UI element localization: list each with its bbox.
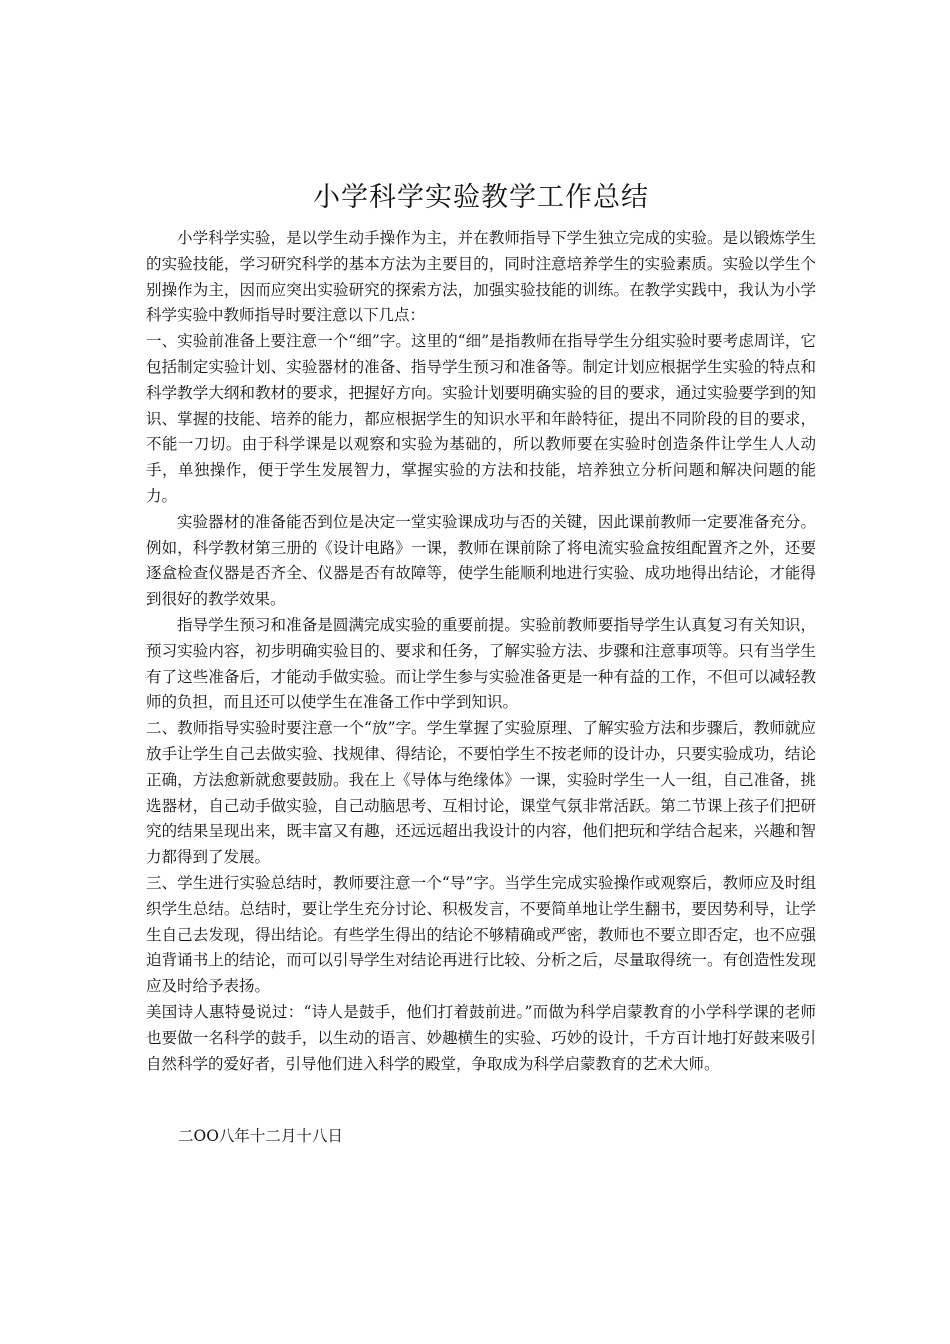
paragraph-section-one: 一、实验前准备上要注意一个“细”字。这里的“细”是指教师在指导学生分组实验时要考虑周详，它包括制定实验计划、实验器材的准备、指导学生预习和准备等。制定计划应根据学生实验的特点和科学教学大纲和教材的要求，把握好方向。实验计划要明确实验的目的要求，通过实验要学到的知识、掌握的技能、培养的能力，都应根据学生的知识水平和年龄特征，提出不同阶段的目的要求，不能一刀切。由于科学课是以观察和实验为基础的，所以教师要在实验时创造条件让学生人人动手，单独操作，便于学生发展智力，掌握实验的方法和技能，培养独立分析问题和解决问题的能力。 [146, 332, 816, 505]
paragraph-intro: 小学科学实验，是以学生动手操作为主，并在教师指导下学生独立完成的实验。是以锻炼学生的实验技能，学习研究科学的基本方法为主要目的，同时注意培养学生的实验素质。实验以学生个别操作为主，因而应突出实验研究的探索方法，加强实验技能的训练。在教学实践中，我认为小学科学实验中教师指导时要注意以下几点： [146, 229, 816, 325]
paragraph-section-three: 三、学生进行实验总结时，教师要注意一个“导”字。当学生完成实验操作或观察后，教师应及时组织学生总结。总结时，要让学生充分讨论、积极发言，不要简单地让学生翻书，要因势利导，让学生自己去发现，得出结论。有些学生得出的结论不够精确或严密，教师也不要立即否定，也不应强迫背诵书上的结论，而可以引导学生对结论再进行比较、分析之后，尽量取得统一。有创造性发现应及时给予表扬。 [146, 873, 816, 996]
paragraph-preview: 指导学生预习和准备是圆满完成实验的重要前提。实验前教师要指导学生认真复习有关知识，预习实验内容，初步明确实验目的、要求和任务，了解实验方法、步骤和注意事项等。只有当学生有了这些准备后，才能动手做实验。而让学生参与实验准备更是一种有益的工作，不但可以减轻教师的负担，而且还可以使学生在准备工作中学到知识。 [146, 615, 816, 712]
paragraph-section-two: 二、教师指导实验时要注意一个“放”字。学生掌握了实验原理、了解实验方法和步骤后，教师就应放手让学生自己去做实验、找规律、得结论，不要怕学生不按老师的设计办，只要实验成功，结论正确，方法愈新就愈要鼓励。我在上《导体与绝缘体》一课，实验时学生一人一组，自己准备，挑选器材，自己动手做实验，自己动脑思考、互相讨论，课堂气氛非常活跃。第二节课上孩子们把研究的结果呈现出来，既丰富又有趣，还远远超出我设计的内容，他们把玩和学结合起来，兴趣和智力都得到了发展。 [146, 719, 816, 867]
paragraph-equipment: 实验器材的准备能否到位是决定一堂实验课成功与否的关键，因此课前教师一定要准备充分。例如，科学教材第三册的《设计电路》一课，教师在课前除了将电流实验盒按组配置齐之外，还要逐盒检查仪器是否齐全、仪器是否有故障等，使学生能顺利地进行实验、成功地得出结论，才能得到很好的教学效果。 [146, 512, 816, 609]
paragraph-list [146, 226, 816, 1077]
document-body [146, 178, 816, 1077]
document-title: 小学科学实验教学工作总结 [313, 182, 649, 213]
paragraph-conclusion: 美国诗人惠特曼说过：“诗人是鼓手，他们打着鼓前进。”而做为科学启蒙教育的小学科学课的老师也要做一名科学的鼓手，以生动的语言、妙趣横生的实验、巧妙的设计，千方百计地打好鼓来吸引自然科学的爱好者，引导他们进入科学的殿堂，争取成为科学启蒙教育的艺术大师。 [146, 1002, 816, 1073]
document-date: 二OO八年十二月十八日 [178, 1127, 343, 1145]
